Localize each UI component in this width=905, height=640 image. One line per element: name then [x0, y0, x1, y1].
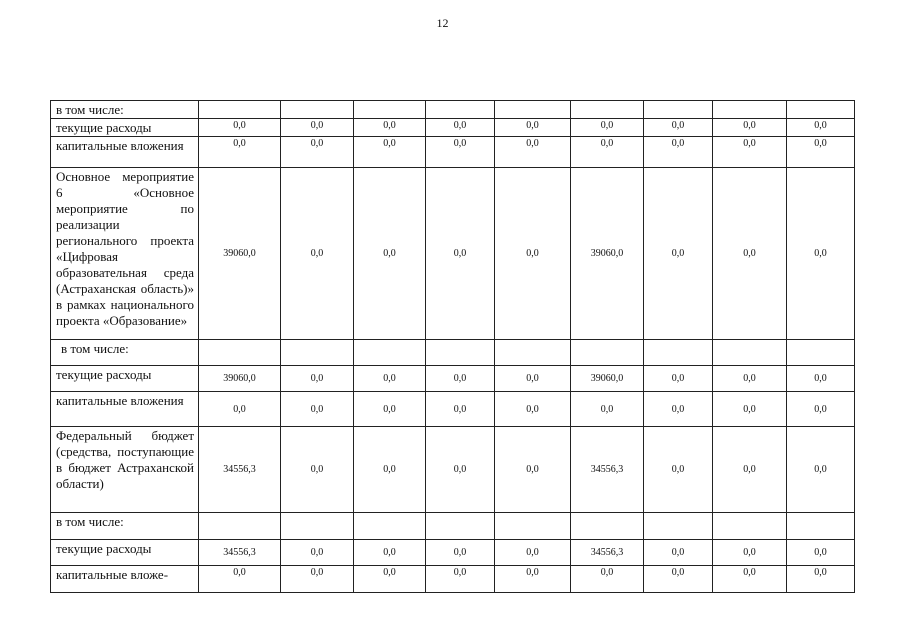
value-cell: 34556,3 — [571, 540, 644, 566]
value-cell: 0,0 — [644, 366, 713, 392]
value-cell: 0,0 — [281, 119, 354, 137]
value-cell: 0,0 — [571, 137, 644, 168]
value-cell: 0,0 — [426, 119, 495, 137]
value-cell: 0,0 — [644, 566, 713, 593]
value-cell: 0,0 — [644, 392, 713, 427]
value-cell: 0,0 — [426, 392, 495, 427]
value-cell: 0,0 — [426, 427, 495, 513]
value-cell: 0,0 — [426, 137, 495, 168]
value-cell — [495, 513, 571, 540]
value-cell — [426, 513, 495, 540]
value-cell: 0,0 — [787, 137, 855, 168]
value-cell: 0,0 — [495, 119, 571, 137]
value-cell: 0,0 — [199, 392, 281, 427]
row-label: капитальные вложе- — [51, 566, 199, 593]
value-cell: 0,0 — [787, 540, 855, 566]
value-cell — [713, 101, 787, 119]
value-cell: 0,0 — [713, 168, 787, 340]
value-cell: 34556,3 — [199, 540, 281, 566]
value-cell: 0,0 — [426, 540, 495, 566]
value-cell: 0,0 — [787, 427, 855, 513]
value-cell: 0,0 — [354, 168, 426, 340]
row-label: в том числе: — [51, 513, 199, 540]
value-cell — [199, 340, 281, 366]
value-cell: 0,0 — [426, 168, 495, 340]
value-cell: 34556,3 — [199, 427, 281, 513]
value-cell: 0,0 — [571, 392, 644, 427]
value-cell: 0,0 — [281, 168, 354, 340]
row-label: текущие расходы — [51, 540, 199, 566]
row-label: капитальные вложения — [51, 137, 199, 168]
value-cell: 0,0 — [199, 137, 281, 168]
row-label: в том числе: — [51, 340, 199, 366]
value-cell — [281, 101, 354, 119]
value-cell: 0,0 — [281, 366, 354, 392]
value-cell — [644, 340, 713, 366]
value-cell: 0,0 — [426, 366, 495, 392]
value-cell: 0,0 — [354, 366, 426, 392]
value-cell — [787, 340, 855, 366]
value-cell: 0,0 — [199, 566, 281, 593]
value-cell: 0,0 — [713, 540, 787, 566]
value-cell — [354, 513, 426, 540]
value-cell: 0,0 — [713, 566, 787, 593]
row-current-2 — [51, 366, 855, 392]
value-cell: 0,0 — [281, 540, 354, 566]
value-cell: 0,0 — [495, 137, 571, 168]
value-cell: 0,0 — [644, 540, 713, 566]
value-cell — [199, 101, 281, 119]
value-cell — [426, 101, 495, 119]
value-cell: 0,0 — [354, 566, 426, 593]
value-cell — [281, 340, 354, 366]
value-cell: 0,0 — [787, 566, 855, 593]
row-incl-3 — [51, 513, 855, 540]
value-cell — [644, 101, 713, 119]
value-cell: 0,0 — [281, 137, 354, 168]
page-number: 12 — [436, 16, 449, 30]
value-cell: 0,0 — [281, 392, 354, 427]
value-cell: 0,0 — [281, 427, 354, 513]
value-cell — [713, 513, 787, 540]
value-cell: 0,0 — [713, 119, 787, 137]
row-capital-2 — [51, 392, 855, 427]
row-label: в том числе: — [51, 101, 199, 119]
value-cell: 39060,0 — [199, 366, 281, 392]
value-cell: 0,0 — [354, 392, 426, 427]
row-label: текущие расходы — [51, 119, 199, 137]
value-cell: 34556,3 — [571, 427, 644, 513]
value-cell: 0,0 — [281, 566, 354, 593]
row-incl-2 — [51, 340, 855, 366]
row-capital-1 — [51, 137, 855, 168]
value-cell: 0,0 — [713, 366, 787, 392]
value-cell: 0,0 — [644, 427, 713, 513]
value-cell: 0,0 — [354, 540, 426, 566]
value-cell: 0,0 — [495, 566, 571, 593]
value-cell: 0,0 — [644, 137, 713, 168]
value-cell: 0,0 — [571, 566, 644, 593]
value-cell — [426, 340, 495, 366]
value-cell: 0,0 — [426, 566, 495, 593]
value-cell: 39060,0 — [571, 168, 644, 340]
row-capital-3 — [51, 566, 855, 593]
row-federal — [51, 427, 855, 513]
value-cell — [354, 101, 426, 119]
value-cell — [787, 101, 855, 119]
value-cell: 0,0 — [495, 168, 571, 340]
value-cell — [495, 340, 571, 366]
value-cell — [787, 513, 855, 540]
value-cell: 0,0 — [354, 137, 426, 168]
row-current-1 — [51, 119, 855, 137]
row-label: Основное мероприятие 6 «Основное мероприятие по реализации регионального проекта «Цифровая образовательная среда (Астраханская область)» в рамках национального проекта «Образование» — [51, 168, 199, 340]
row-current-3 — [51, 540, 855, 566]
value-cell: 0,0 — [495, 427, 571, 513]
row-measure-6 — [51, 168, 855, 340]
value-cell: 0,0 — [787, 366, 855, 392]
value-cell: 0,0 — [199, 119, 281, 137]
value-cell: 0,0 — [354, 119, 426, 137]
value-cell — [571, 340, 644, 366]
value-cell — [571, 513, 644, 540]
value-cell: 39060,0 — [571, 366, 644, 392]
value-cell: 0,0 — [787, 168, 855, 340]
value-cell: 0,0 — [787, 119, 855, 137]
value-cell: 0,0 — [354, 427, 426, 513]
value-cell — [713, 340, 787, 366]
value-cell: 0,0 — [713, 427, 787, 513]
row-label: Федеральный бюджет (средства, поступающие в бюджет Астраханской области) — [51, 427, 199, 513]
value-cell — [354, 340, 426, 366]
value-cell — [495, 101, 571, 119]
value-cell: 39060,0 — [199, 168, 281, 340]
row-label: капитальные вложения — [51, 392, 199, 427]
value-cell: 0,0 — [713, 392, 787, 427]
value-cell: 0,0 — [713, 137, 787, 168]
value-cell: 0,0 — [644, 168, 713, 340]
value-cell — [281, 513, 354, 540]
row-incl-1 — [51, 101, 855, 119]
budget-table — [50, 100, 855, 593]
value-cell: 0,0 — [571, 119, 644, 137]
value-cell: 0,0 — [495, 392, 571, 427]
value-cell: 0,0 — [644, 119, 713, 137]
value-cell: 0,0 — [787, 392, 855, 427]
value-cell — [199, 513, 281, 540]
value-cell — [571, 101, 644, 119]
value-cell: 0,0 — [495, 540, 571, 566]
value-cell — [644, 513, 713, 540]
row-label: текущие расходы — [51, 366, 199, 392]
value-cell: 0,0 — [495, 366, 571, 392]
